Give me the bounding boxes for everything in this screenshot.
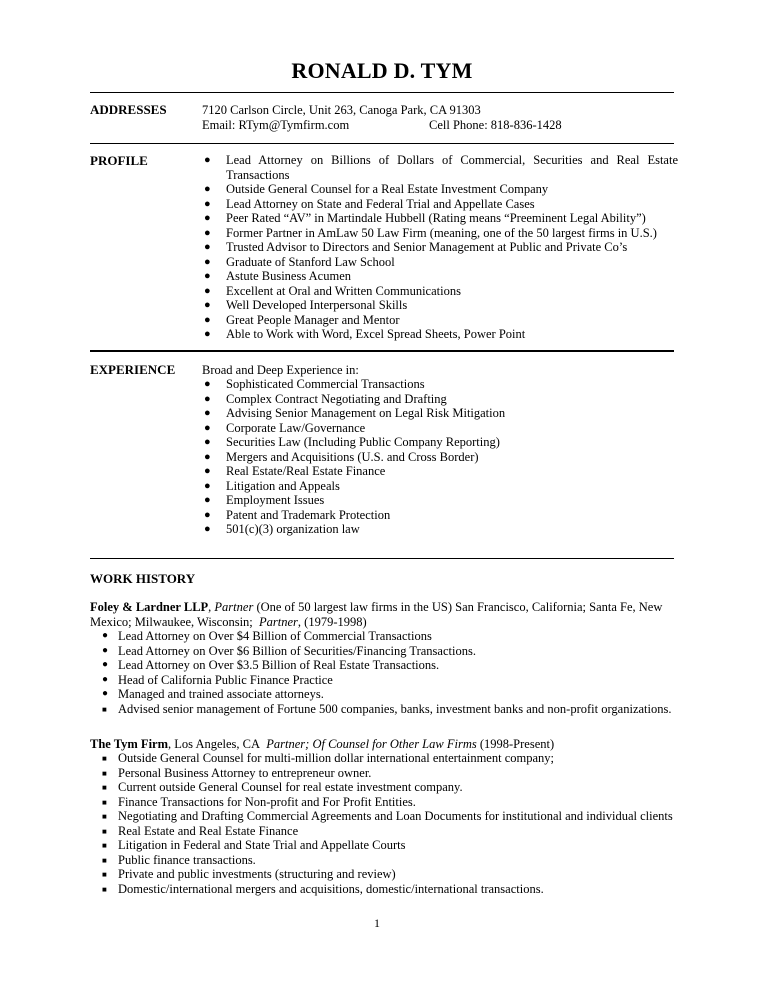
list-item-text: Employment Issues (226, 493, 325, 507)
list-item-text: Domestic/international mergers and acquisitions, domestic/international transactions. (118, 881, 544, 896)
bullet-icon: ● (204, 212, 211, 224)
list-item-text: Excellent at Oral and Written Communications (226, 283, 461, 298)
bullet-icon: ● (204, 154, 211, 166)
list-item-text: Trusted Advisor to Directors and Senior Management at Public and Private Co’s (226, 240, 628, 254)
list-item (202, 421, 678, 436)
list-item-text: Outside General Counsel for multi-million dollar international entertainment company; (118, 751, 554, 765)
tym-header (90, 737, 680, 752)
foley-role-2: Partner (259, 614, 298, 629)
bullet-icon: ● (204, 392, 211, 405)
cell-phone: Cell Phone: 818-836-1428 (429, 118, 562, 132)
list-item-text: Sophisticated Commercial Transactions (226, 377, 425, 391)
list-item (90, 751, 690, 766)
list-item (202, 464, 678, 479)
list-item (90, 795, 690, 810)
list-item-text: Finance Transactions for Non-profit and For Profit Entities. (118, 794, 416, 809)
square-bullet-icon: ■ (102, 768, 107, 778)
divider (90, 558, 674, 559)
experience-list (202, 377, 678, 537)
bullet-icon: ● (204, 197, 211, 210)
tym-list (90, 751, 690, 896)
experience-intro: Broad and Deep Experience in: (202, 363, 359, 377)
list-item (202, 298, 678, 313)
list-item-text: Negotiating and Drafting Commercial Agreements and Loan Documents for institutional and individual clients (118, 809, 673, 823)
bullet-icon: ● (204, 270, 211, 282)
list-item-text: Complex Contract Negotiating and Drafting (226, 391, 447, 406)
foley-firm-name: Foley & Lardner LLP (90, 600, 209, 614)
square-bullet-icon: ■ (102, 826, 107, 836)
list-item-text: Advising Senior Management on Legal Risk Mitigation (226, 406, 506, 420)
square-bullet-icon: ■ (102, 812, 107, 821)
list-item-text: Graduate of Stanford Law School (226, 254, 395, 269)
list-item-text: Lead Attorney on Over $6 Billion of Securities/Financing Transactions. (118, 643, 476, 658)
list-item (90, 644, 690, 659)
bullet-icon: ● (204, 284, 211, 297)
profile-label: PROFILE (90, 153, 148, 168)
list-item (90, 658, 690, 673)
page-number: 1 (374, 916, 380, 930)
list-item-text: Litigation and Appeals (226, 478, 340, 493)
list-item-text: Corporate Law/Governance (226, 420, 366, 435)
list-item (90, 780, 690, 795)
profile-list (202, 153, 678, 342)
list-item (202, 197, 678, 212)
list-item-text: Lead Attorney on Over $3.5 Billion of Real Estate Transactions. (118, 658, 440, 672)
list-item (90, 838, 690, 853)
list-item-text: Personal Business Attorney to entrepreneur owner. (118, 765, 372, 780)
foley-description: (One of 50 largest law firms in the US) San Francisco, California; Santa Fe, New (256, 600, 663, 614)
bullet-icon: ● (102, 688, 109, 699)
list-item (202, 255, 678, 270)
list-item-text: Former Partner in AmLaw 50 Law Firm (meaning, one of the 50 largest firms in U.S.) (226, 225, 657, 240)
list-item-text: Litigation in Federal and State Trial and Appellate Courts (118, 838, 406, 852)
tym-role: Partner; Of Counsel for Other Law Firms (266, 737, 477, 751)
bullet-icon: ● (102, 644, 109, 656)
list-item-text: Well Developed Interpersonal Skills (226, 298, 408, 312)
list-item-text: Patent and Trademark Protection (226, 507, 391, 522)
list-item (202, 450, 678, 465)
list-item-text: Able to Work with Word, Excel Spread Sheets, Power Point (226, 327, 526, 341)
tym-years: (1998-Present) (479, 737, 555, 751)
addresses-label: ADDRESSES (90, 102, 167, 117)
square-bullet-icon: ■ (102, 884, 107, 894)
tym-location: , Los Angeles, CA (168, 737, 261, 751)
list-item (202, 269, 678, 284)
bullet-icon: ● (204, 421, 211, 434)
list-item-text: Securities Law (Including Public Company Reporting) (226, 435, 500, 449)
list-item (202, 377, 678, 392)
street-address: 7120 Carlson Circle, Unit 263, Canoga Park, CA 91303 (202, 103, 481, 117)
bullet-icon: ● (204, 255, 211, 268)
bullet-icon: ● (204, 183, 211, 195)
list-item (202, 522, 678, 537)
divider (90, 350, 674, 352)
bullet-icon: ● (204, 328, 211, 340)
list-item-text: Real Estate/Real Estate Finance (226, 464, 386, 478)
list-item (90, 853, 690, 868)
bullet-icon: ● (204, 299, 211, 311)
bullet-icon: ● (204, 436, 211, 448)
list-item (90, 867, 690, 882)
work-history-label: WORK HISTORY (90, 571, 196, 586)
list-item-text: Mergers and Acquisitions (U.S. and Cross Border) (226, 449, 479, 464)
square-bullet-icon: ■ (102, 754, 107, 763)
list-item (202, 508, 678, 523)
list-item (202, 153, 678, 182)
list-item-text: Lead Attorney on Billions of Dollars of Commercial, Securities and Real Estate Transactions (226, 153, 678, 182)
bullet-icon: ● (204, 479, 211, 492)
bullet-icon: ● (204, 407, 211, 419)
list-item (90, 673, 690, 688)
list-item (202, 435, 678, 450)
list-item (202, 392, 678, 407)
list-item (202, 240, 678, 255)
bullet-icon: ● (204, 241, 211, 253)
list-item (202, 211, 678, 226)
list-item-text: Current outside General Counsel for real estate investment company. (118, 780, 463, 794)
email: Email: RTym@Tymfirm.com (202, 118, 350, 132)
list-item (202, 327, 678, 342)
bullet-icon: ● (204, 523, 211, 535)
list-item-text: Peer Rated “AV” in Martindale Hubbell (Rating means “Preeminent Legal Ability”) (226, 211, 646, 225)
list-item-text: Advised senior management of Fortune 500 companies, banks, investment banks and non-profit organizations. (118, 701, 672, 716)
list-item-text: Great People Manager and Mentor (226, 312, 400, 327)
foley-years: , (1979-1998) (297, 614, 367, 629)
bullet-icon: ● (204, 508, 211, 521)
list-item (90, 766, 690, 781)
bullet-icon: ● (204, 450, 211, 463)
list-item-text: 501(c)(3) organization law (226, 522, 360, 536)
list-item (90, 809, 690, 824)
list-item-text: Managed and trained associate attorneys. (118, 687, 324, 701)
list-item-text: Astute Business Acumen (226, 269, 351, 283)
list-item (90, 882, 690, 897)
list-item (90, 629, 690, 644)
bullet-icon: ● (102, 659, 109, 670)
square-bullet-icon: ■ (102, 841, 107, 850)
list-item (202, 493, 678, 508)
list-item-text: Real Estate and Real Estate Finance (118, 823, 299, 838)
list-item (202, 226, 678, 241)
divider (90, 143, 674, 144)
bullet-icon: ● (102, 673, 109, 685)
list-item (90, 824, 690, 839)
list-item-text: Lead Attorney on State and Federal Trial and Appellate Cases (226, 196, 535, 211)
bullet-icon: ● (204, 226, 211, 239)
list-item (202, 284, 678, 299)
foley-role: Partner (214, 600, 254, 614)
list-item (90, 702, 690, 717)
bullet-icon: ● (204, 378, 211, 390)
list-item-text: Head of California Public Finance Practice (118, 672, 333, 687)
square-bullet-icon: ■ (102, 797, 107, 807)
list-item-text: Private and public investments (structuring and review) (118, 867, 396, 881)
resume-name: RONALD D. TYM (291, 58, 473, 83)
foley-list (90, 629, 690, 716)
bullet-icon: ● (204, 494, 211, 506)
experience-label: EXPERIENCE (90, 362, 176, 377)
list-item (202, 406, 678, 421)
bullet-icon: ● (204, 465, 211, 477)
foley-locations: Mexico; Milwaukee, Wisconsin; (90, 614, 253, 629)
list-item-text: Outside General Counsel for a Real Estate Investment Company (226, 182, 549, 196)
foley-header: Foley & Lardner LLP, Partner (One of 50 largest law firms in the US) San Francisco, California; Santa Fe, New Mexico; Milwaukee, Wisconsin; Partner, (1979-1998) (90, 600, 663, 629)
list-item (90, 687, 690, 702)
list-item (202, 313, 678, 328)
list-item-text: Lead Attorney on Over $4 Billion of Commercial Transactions (118, 629, 432, 643)
square-bullet-icon: ■ (102, 783, 107, 792)
list-item-text: Public finance transactions. (118, 852, 256, 867)
divider (90, 92, 674, 93)
tym-firm-name: The Tym Firm (90, 737, 169, 751)
square-bullet-icon: ■ (102, 870, 107, 879)
square-bullet-icon: ■ (102, 855, 107, 865)
bullet-icon: ● (204, 313, 211, 326)
square-bullet-icon: ■ (102, 704, 107, 714)
list-item (202, 182, 678, 197)
list-item (202, 479, 678, 494)
bullet-icon: ● (102, 630, 109, 641)
